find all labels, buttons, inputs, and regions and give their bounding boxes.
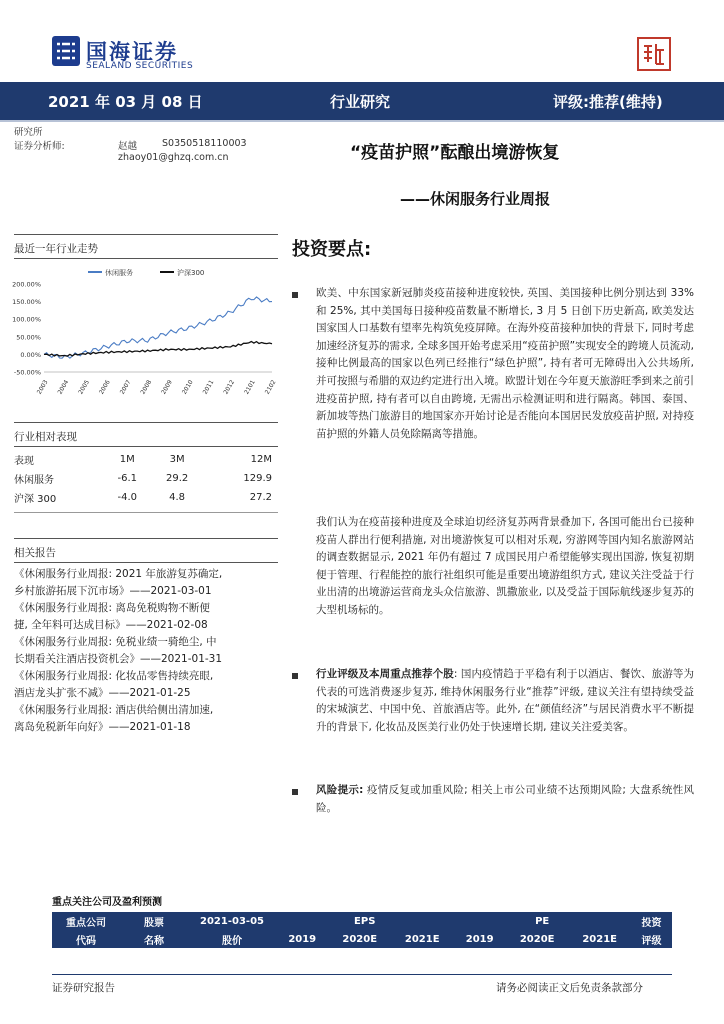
report-date: 2021 年 03 月 08 日	[48, 93, 203, 111]
list-item[interactable]: 《休闲服务行业周报: 2021 年旅游复苏确定,	[14, 568, 223, 580]
table-header-cell: 3M	[169, 454, 185, 465]
bullet-icon	[292, 292, 298, 298]
x-tick-label: 2011	[201, 378, 216, 396]
x-tick-label: 2003	[35, 378, 50, 396]
banner-divider	[0, 120, 724, 122]
x-tick-label: 2010	[180, 378, 195, 396]
table-header-cell: 名称	[120, 930, 188, 948]
list-item[interactable]: 离岛免税新年向好》——2021-01-18	[14, 721, 191, 733]
y-tick-label: 100.00%	[12, 315, 41, 324]
section-rule	[14, 562, 278, 563]
list-item[interactable]: 《休闲服务行业周报: 离岛免税购物不断便	[14, 602, 210, 614]
investment-paragraph-4	[316, 782, 694, 817]
sealand-logo-icon	[52, 36, 80, 66]
table-header-cell: 2020E	[328, 930, 390, 948]
x-tick-label: 2101	[243, 378, 257, 396]
x-tick-label: 2008	[139, 378, 154, 396]
investment-paragraph-1: 欧美、中东国家新冠肺炎疫苗接种进度较快, 英国、美国接种比例分别达到 33%和 25%, 其中美国每日接种疫苗数量不断增长, 3 月 5 日创下历史新高, 欧美发达国家国人口基数有望率先构筑免疫屏障。在海外疫苗接种加快的背景下, 同时考虑加速经济复苏的需求, 全球多国开始考虑采用“疫苗护照”实现安全的跨境人员流动, 接种比例最高的国家以色列已经推行“绿色护照”, 持有者可无障碍出入公共场所, 并可按照与希腊的双边约定进行出入境。欧盟计划在今年夏天旅游旺季到来之前引进疫苗护照, 持有者可以自由跨境, 无需出示检测证明和进行隔离。韩国、泰国、新加坡等热门旅游目的地国家亦开始讨论是否能向本国居民发放疫苗护照, 对持疫苗护照的外籍人员免除隔离等措施。	[316, 287, 694, 440]
table-header-cell: 2019	[276, 930, 328, 948]
footer-rule	[52, 974, 672, 975]
company-name-en: SEALAND SECURITIES	[86, 61, 194, 71]
y-tick-label: 200.00%	[12, 280, 41, 289]
legend-label-series2: 沪深300	[177, 269, 205, 277]
table-cell: 4.8	[169, 492, 186, 503]
focus-table-title: 重点关注公司及盈利预测	[52, 897, 162, 908]
table-header-cell: PE	[453, 912, 630, 930]
table-header-cell: 12M	[250, 454, 272, 465]
section-rule	[14, 234, 278, 235]
table-header-cell: 2021-03-05	[188, 912, 276, 930]
risk-text: 疫情反复或加重风险; 相关上市公司业绩不达预期风险; 大盘系统性风险。	[316, 784, 694, 814]
x-tick-label: 2006	[98, 378, 112, 396]
table-cell: 129.9	[243, 473, 272, 484]
table-row	[14, 469, 272, 488]
table-header-cell: 评级	[631, 930, 672, 948]
analyst-role: 证券分析师:	[14, 141, 65, 152]
y-tick-label: -50.00%	[13, 368, 41, 377]
analyst-email[interactable]: zhaoy01@ghzq.com.cn	[118, 152, 229, 163]
table-header-cell: 投资	[631, 912, 672, 930]
table-cell: 沪深 300	[14, 494, 57, 505]
focus-companies-table	[52, 912, 672, 948]
list-item[interactable]: 《休闲服务行业周报: 免税业绩一骑绝尘, 中	[14, 636, 217, 648]
footer-left: 证券研究报告	[52, 982, 115, 994]
table-header-cell: 2021E	[391, 930, 453, 948]
performance-table	[14, 450, 272, 507]
table-header-cell: 2021E	[568, 930, 630, 948]
table-header-cell: 2020E	[506, 930, 568, 948]
table-header-cell: 股价	[188, 930, 276, 948]
list-item[interactable]: 《休闲服务行业周报: 化妆品零售持续亮眼,	[14, 670, 214, 682]
x-tick-label: 2012	[222, 378, 237, 396]
table-header-cell: 2019	[453, 930, 505, 948]
rating-recommend-label: 行业评级及本周重点推荐个股	[316, 668, 454, 680]
section-rule	[14, 538, 278, 539]
investment-heading: 投资要点:	[292, 239, 372, 260]
table-cell: 29.2	[165, 473, 189, 484]
company-name-cn: 国海证券	[86, 40, 178, 64]
x-tick-label: 2007	[118, 378, 133, 396]
section-rule	[14, 422, 278, 423]
x-tick-label: 2005	[77, 378, 92, 396]
table-row	[14, 450, 272, 469]
table-row	[52, 930, 672, 948]
table-cell: -6.1	[117, 473, 138, 484]
bullet-icon	[292, 789, 298, 795]
list-item[interactable]: 《休闲服务行业周报: 酒店供给侧出清加速,	[14, 704, 214, 716]
table-row	[14, 488, 272, 507]
section-rule	[14, 258, 278, 259]
y-tick-label: 50.00%	[16, 333, 41, 342]
table-header-cell: 股票	[120, 912, 188, 930]
table-header-cell: 重点公司	[52, 912, 120, 930]
y-tick-label: 0.00%	[20, 350, 41, 359]
performance-heading: 行业相对表现	[14, 431, 77, 443]
report-subtitle: ——休闲服务行业周报	[400, 190, 551, 208]
x-tick-label: 2102	[263, 378, 278, 396]
bullet-icon	[292, 673, 298, 679]
related-heading: 相关报告	[14, 547, 56, 559]
y-tick-label: 150.00%	[12, 298, 41, 307]
report-category: 行业研究	[330, 93, 391, 111]
footer-disclaimer: 请务必阅读正文后免责条款部分	[496, 982, 643, 994]
table-header-cell: 1M	[119, 454, 135, 465]
section-rule	[14, 512, 278, 513]
table-header-cell: EPS	[276, 912, 453, 930]
rating-recommend-text: : 国内疫情趋于平稳有利于以酒店、餐饮、旅游等为代表的可选消费逐步复苏, 维持休闲服务行业“推荐”评级, 建议关注有望持续受益的宋城演艺、中国中免、首旅酒店等。此外, 在“颜值经济”与居民消费水平不断提升的背景下, 化妆品及医美行业仍处于快速增长期, 建议关注爱美客。	[316, 668, 695, 733]
investment-paragraph-2: 我们认为在疫苗接种进度及全球迫切经济复苏两背景叠加下, 各国可能出台已接种疫苗人群出行便利措施, 对出境游恢复可以相对乐观, 穷游网等国内知名旅游网站的调查数据显示, 2021 年仍有超过 7 成国民用户希望能够实现出国游, 恢复初期便于管理、行程能控的旅行社组织可能是重要出境游组织方式, 建议关注受益于行业出清的出境游运营商龙头众信旅游、凯撒旅业, 以及受益于国际航线逐步复苏的大型机场标的。	[316, 516, 694, 616]
table-cell: -4.0	[117, 492, 138, 503]
risk-label: 风险提示:	[316, 784, 364, 796]
list-item[interactable]: 乡村旅游拓展下沉市场》——2021-03-01	[14, 585, 212, 597]
trend-chart	[10, 262, 278, 412]
seal-stamp-icon	[636, 36, 672, 72]
institute-label: 研究所	[14, 127, 43, 138]
section-rule	[14, 446, 278, 447]
investment-paragraph-3	[316, 666, 694, 736]
analyst-name: 赵越	[118, 141, 138, 152]
table-cell: 休闲服务	[14, 475, 54, 486]
list-item[interactable]: 酒店龙头扩张不减》——2021-01-25	[14, 687, 191, 699]
table-row	[52, 912, 672, 930]
list-item[interactable]: 长期看关注酒店投资机会》——2021-01-31	[14, 653, 223, 665]
legend-label-series1: 休闲服务	[105, 269, 133, 277]
table-header-cell: 表现	[14, 456, 34, 467]
analyst-license: S0350518110003	[162, 138, 247, 149]
trend-heading: 最近一年行业走势	[14, 243, 98, 255]
report-rating: 评级:推荐(维持)	[553, 93, 663, 111]
table-header-cell: 代码	[52, 930, 120, 948]
list-item[interactable]: 捷, 全年料可达成目标》——2021-02-08	[14, 619, 208, 631]
table-cell: 27.2	[249, 492, 272, 503]
x-tick-label: 2009	[160, 378, 174, 396]
x-tick-label: 2004	[56, 378, 71, 396]
related-report-list	[14, 566, 222, 736]
report-banner	[0, 82, 724, 120]
report-title: “疫苗护照”酝酿出境游恢复	[350, 143, 560, 163]
